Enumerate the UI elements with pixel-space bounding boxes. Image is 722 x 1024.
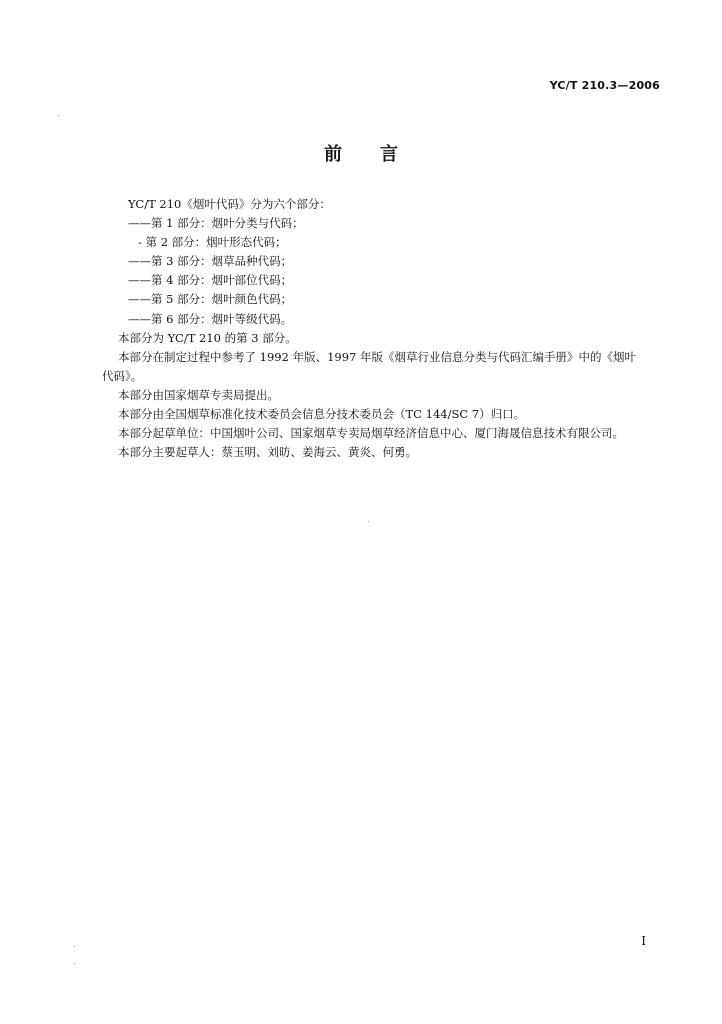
part-list-item: ——第 3 部分：烟草品种代码； [128, 254, 293, 269]
scan-speck [58, 115, 59, 116]
title-char-right: 言 [380, 144, 398, 165]
proposed-by-paragraph: 本部分由国家烟草专卖局提出。 [118, 387, 279, 402]
foreword-body [104, 195, 664, 462]
drafting-units-paragraph: 本部分起草单位：中国烟叶公司、国家烟草专卖局烟草经济信息中心、厦门海晟信息技术有限公司。 [118, 426, 624, 441]
part-list-item: ——第 5 部分：烟叶颜色代码； [128, 292, 293, 307]
intro-paragraph: YC/T 210《烟叶代码》分为六个部分： [128, 197, 331, 211]
managed-by-paragraph: 本部分由全国烟草标准化技术委员会信息分技术委员会（TC 144/SC 7）归口。 [118, 407, 526, 422]
part-list-item: ——第 4 部分：烟叶部位代码； [128, 273, 293, 288]
scan-speck [368, 521, 369, 522]
this-part-paragraph: 本部分为 YC/T 210 的第 3 部分。 [118, 330, 297, 345]
part-list-item: ——第 6 部分：烟叶等级代码。 [128, 311, 293, 326]
reference-paragraph-line1: 本部分在制定过程中参考了 1992 年版、1997 年版《烟草行业信息分类与代码汇编手册》中的《烟叶 [118, 349, 636, 364]
part-list-item: ——第 1 部分：烟叶分类与代码； [128, 216, 304, 231]
reference-paragraph-line2: 代码》。 [102, 368, 143, 383]
standard-code: YC/T 210.3—2006 [549, 79, 660, 92]
page-title [0, 140, 722, 166]
title-char-left: 前 [324, 144, 342, 165]
scan-speck [74, 963, 75, 964]
page-number: I [641, 934, 646, 948]
drafters-paragraph: 本部分主要起草人：蔡玉明、刘昉、姜海云、黄炎、何勇。 [118, 445, 417, 460]
part-list-item: - 第 2 部分：烟叶形态代码； [138, 235, 287, 250]
scan-speck [74, 946, 75, 947]
